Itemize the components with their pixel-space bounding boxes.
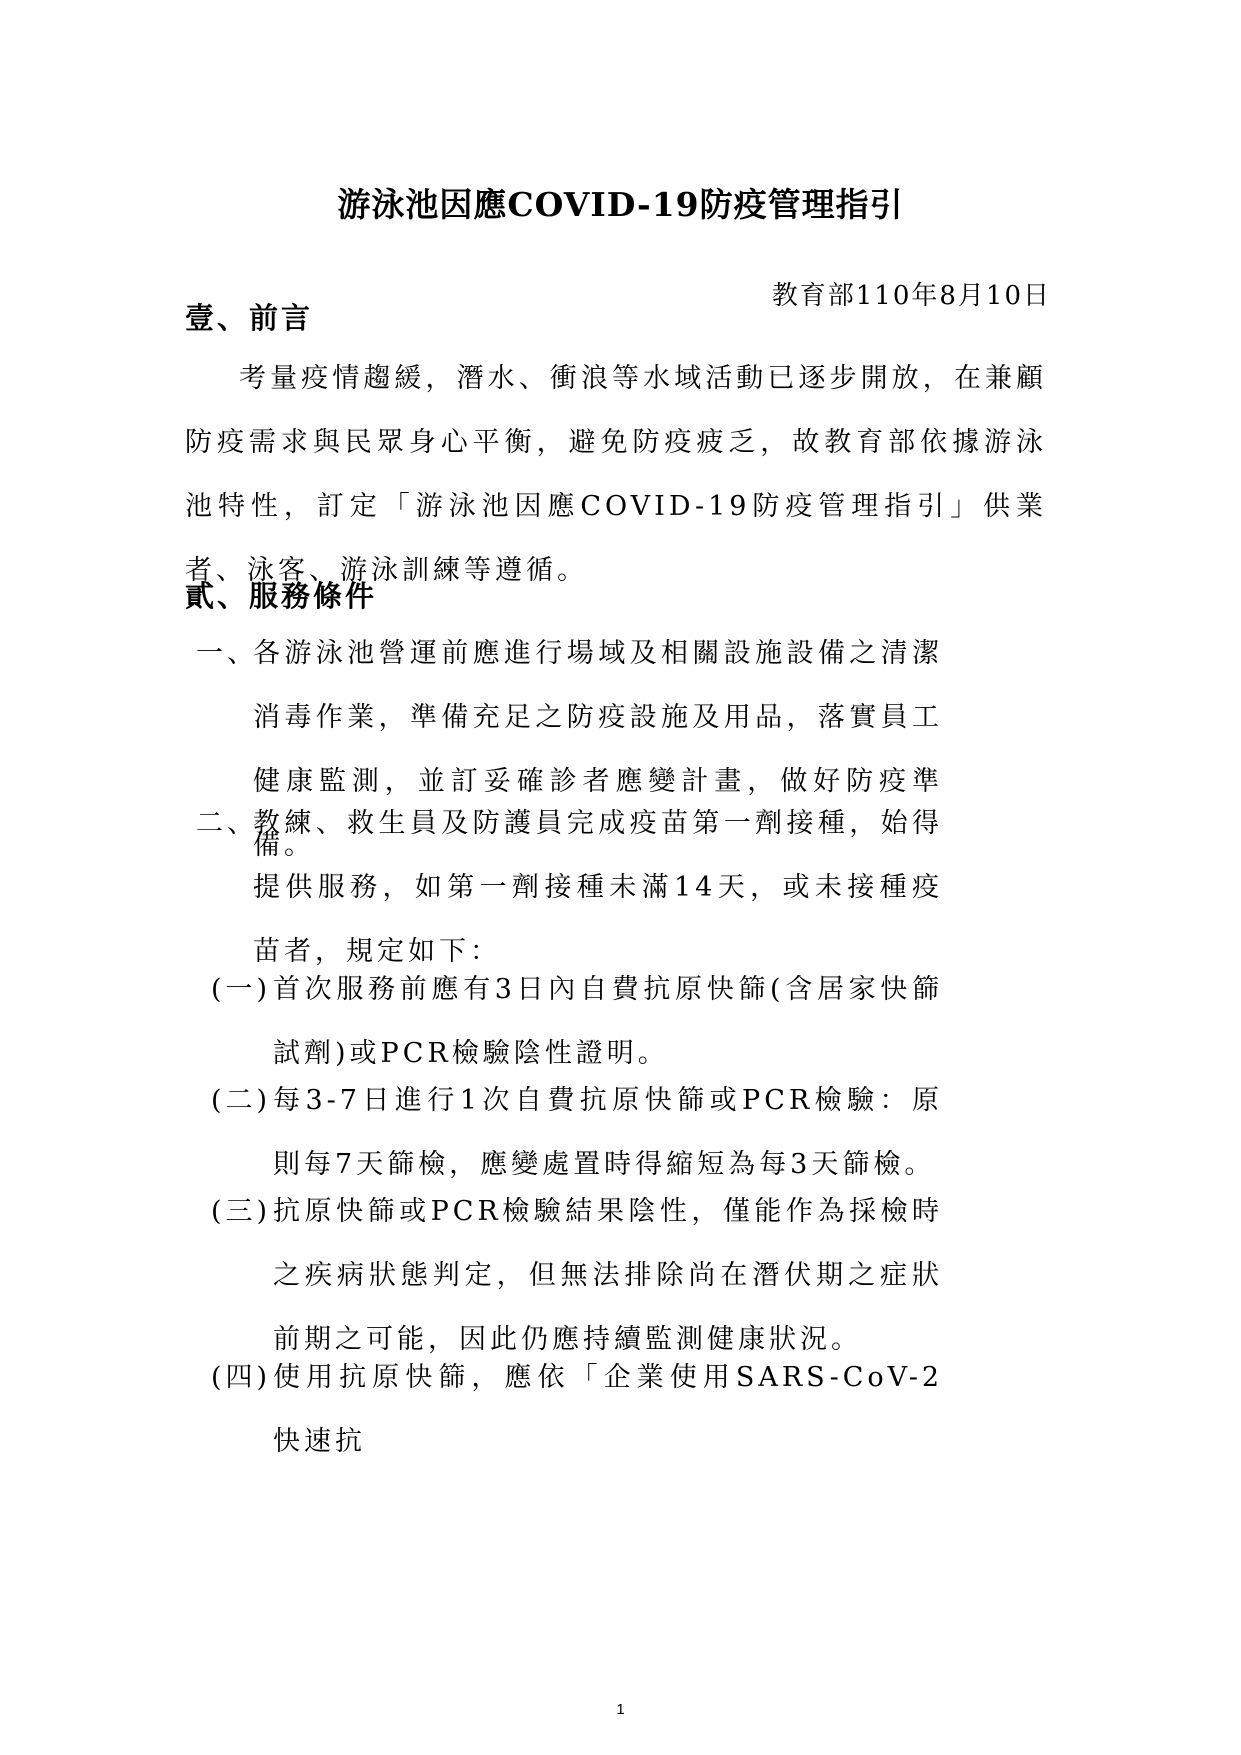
list-item-marker: 一、 (196, 638, 258, 669)
sub-list-item-text: 抗原快篩或PCR檢驗結果陰性，僅能作為採檢時之疾病狀態判定，但無法排除尚在潛伏期之症狀前期之可能，因此仍應持續監測健康狀況。 (273, 1196, 943, 1355)
list-item (196, 792, 943, 984)
list-item-text: 教練、救生員及防護員完成疫苗第一劑接種，始得提供服務，如第一劑接種未滿14天，或未接種疫苗者，規定如下： (253, 808, 943, 967)
sub-list-item-marker: (一) (211, 974, 272, 1005)
sub-list-item (211, 1180, 943, 1372)
sub-list-item-text: 使用抗原快篩，應依「企業使用SARS-CoV-2快速抗 (273, 1362, 943, 1457)
document-date: 教育部110年8月10日 (771, 281, 1051, 311)
section-heading-service-conditions: 貳、服務條件 (185, 579, 378, 613)
sub-list-item (211, 958, 943, 1086)
section-heading-preface: 壹、前言 (185, 301, 314, 335)
page-number: 1 (616, 1701, 625, 1718)
sub-list-item-marker: (四) (211, 1362, 272, 1393)
sub-list-item-marker: (二) (211, 1085, 272, 1116)
list-item-marker: 二、 (196, 808, 258, 839)
list-item-text: 各游泳池營運前應進行場域及相關設施設備之清潔消毒作業，準備充足之防疫設施及用品，落實員工健康監測，並訂妥確診者應變計畫，做好防疫準備。 (253, 638, 943, 861)
sub-list-item (211, 1069, 943, 1197)
preface-paragraph: 考量疫情趨緩，潛水、衝浪等水域活動已逐步開放，在兼顧防疫需求與民眾身心平衡，避免防疫疲乏，故教育部依據游泳池特性，訂定「游泳池因應COVID-19防疫管理指引」供業者、泳客、游泳訓練等遵循。 (185, 363, 1047, 586)
sub-list-item (211, 1346, 943, 1474)
sub-list-item-marker: (三) (211, 1196, 272, 1227)
sub-list-item-text: 首次服務前應有3日內自費抗原快篩(含居家快篩試劑)或PCR檢驗陰性證明。 (273, 974, 943, 1069)
document-title: 游泳池因應COVID-19防疫管理指引 (337, 185, 904, 224)
sub-list-item-text: 每3-7日進行1次自費抗原快篩或PCR檢驗：原則每7天篩檢，應變處置時得縮短為每3天篩檢。 (273, 1085, 943, 1180)
